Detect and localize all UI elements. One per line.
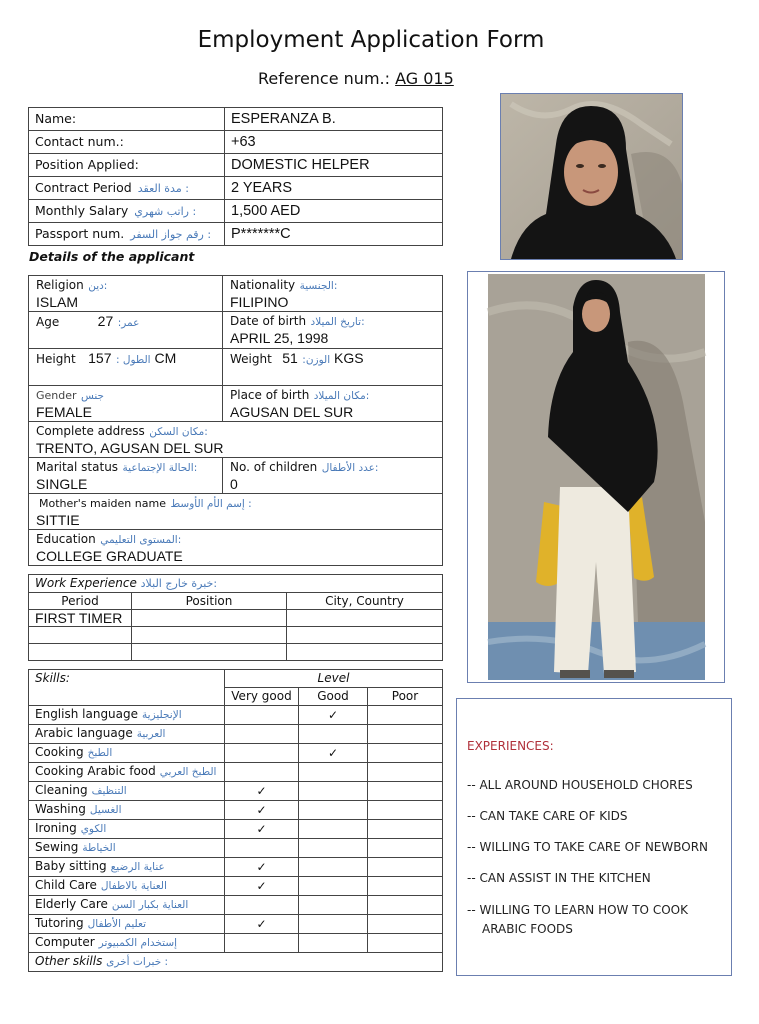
applicant-details-table (28, 275, 443, 566)
skill-level-cell (368, 801, 443, 820)
work-row (29, 610, 443, 627)
check-mark-icon: ✓ (256, 878, 267, 893)
skill-name-arabic: الإنجليزية (142, 709, 182, 721)
check-mark-icon: ✓ (256, 783, 267, 798)
skill-name-cell (29, 934, 225, 953)
info-value: +63 (225, 131, 443, 154)
info-row (29, 223, 443, 246)
nationality-cell (223, 276, 443, 312)
marital-cell (29, 458, 223, 494)
skill-name-cell (29, 801, 225, 820)
skill-level-cell (225, 744, 299, 763)
skill-level-cell (368, 725, 443, 744)
skill-name: Ironing (35, 821, 77, 835)
level-heading: Level (317, 671, 350, 685)
work-cell: FIRST TIMER (29, 610, 132, 627)
height-arabic: الطول : (115, 354, 151, 366)
religion-value: ISLAM (36, 294, 79, 310)
skill-name: Tutoring (35, 916, 84, 930)
skills-heading: Skills: (35, 671, 70, 685)
skill-name-arabic: الطبخ العربي (159, 766, 217, 778)
skill-level-cell (299, 858, 368, 877)
experience-item: -- ALL AROUND HOUSEHOLD CHORES (467, 778, 693, 792)
address-value: TRENTO, AGUSAN DEL SUR (36, 440, 224, 456)
skill-level-cell (225, 782, 299, 801)
skill-level-cell (368, 744, 443, 763)
address-label: Complete address (36, 424, 145, 438)
form-left-column (28, 107, 443, 972)
work-cell (132, 644, 287, 661)
details-heading: Details of the applicant (29, 249, 195, 264)
skill-row (29, 896, 443, 915)
pob-cell (223, 386, 443, 422)
skill-level-cell (225, 706, 299, 725)
info-label-cell (29, 108, 225, 131)
skill-level-cell (225, 725, 299, 744)
skill-level-cell (299, 782, 368, 801)
gender-cell (29, 386, 223, 422)
check-mark-icon: ✓ (327, 745, 339, 760)
info-label-arabic: رقم جواز السفر : (130, 227, 212, 241)
mother-label: Mother's maiden name (39, 497, 166, 510)
skill-row (29, 744, 443, 763)
skill-level-cell (299, 763, 368, 782)
nationality-arabic: الجنسية: (299, 280, 338, 292)
info-row (29, 200, 443, 223)
address-arabic: مكان السكن: (149, 426, 208, 438)
work-heading-row (29, 575, 443, 593)
experience-item: -- WILLING TO LEARN HOW TO COOK (467, 903, 688, 917)
skill-level-cell (299, 934, 368, 953)
details-row (29, 458, 443, 494)
work-columns-row (29, 593, 443, 610)
skills-header-row (29, 670, 443, 688)
skill-level-cell (299, 839, 368, 858)
height-cell (29, 349, 223, 386)
skill-name-arabic: الخياطة (82, 842, 116, 854)
work-heading-cell (29, 575, 443, 593)
skill-level-cell (368, 782, 443, 801)
details-row (29, 386, 443, 422)
marital-label: Marital status (36, 460, 119, 474)
skill-level-cell (368, 763, 443, 782)
marital-value: SINGLE (36, 476, 88, 492)
skill-name-cell (29, 877, 225, 896)
info-label: Contract Period (35, 179, 132, 195)
marital-arabic: الحالة الإجتماعية: (122, 462, 198, 474)
info-label-cell (29, 131, 225, 154)
details-row (29, 422, 443, 458)
work-row (29, 644, 443, 661)
skills-heading-cell (29, 670, 225, 706)
level-very-good: Very good (225, 688, 299, 706)
skill-name-arabic: الغسيل (89, 804, 122, 816)
work-cell (132, 610, 287, 627)
experience-item: ARABIC FOODS (482, 922, 573, 936)
skill-name: Washing (35, 802, 86, 816)
dob-cell (223, 312, 443, 349)
skill-level-cell (368, 896, 443, 915)
other-skills-arabic: خبرات أخرى : (106, 956, 169, 968)
children-value: 0 (230, 476, 238, 492)
info-value: P*******C (225, 223, 443, 246)
info-label-cell (29, 200, 225, 223)
skill-name: Arabic language (35, 726, 133, 740)
age-cell (29, 312, 223, 349)
skill-name-arabic: تعليم الأطفال (87, 918, 147, 930)
details-row (29, 349, 443, 386)
check-mark-icon: ✓ (256, 916, 267, 931)
weight-cell (223, 349, 443, 386)
skill-row (29, 801, 443, 820)
skill-name: Baby sitting (35, 859, 107, 873)
skill-level-cell (368, 839, 443, 858)
skill-name-cell (29, 896, 225, 915)
info-value: 1,500 AED (225, 200, 443, 223)
full-body-photo (467, 271, 725, 683)
info-label: Name: (35, 111, 77, 126)
gender-value: FEMALE (36, 404, 93, 420)
skill-row (29, 915, 443, 934)
skill-level-cell (225, 763, 299, 782)
height-label: Height (36, 352, 76, 366)
skill-name-cell (29, 725, 225, 744)
skill-name-cell (29, 839, 225, 858)
details-row (29, 494, 443, 530)
skill-row (29, 934, 443, 953)
level-good: Good (299, 688, 368, 706)
skill-name: Cleaning (35, 783, 88, 797)
nationality-label: Nationality (230, 278, 296, 292)
experiences-box (456, 698, 732, 976)
info-label-cell (29, 177, 225, 200)
skill-name: Child Care (35, 878, 97, 892)
reference-label: Reference num.: (258, 69, 390, 88)
religion-label: Religion (36, 278, 84, 292)
reference-value: AG 015 (395, 69, 454, 88)
work-experience-table (28, 574, 443, 661)
skill-level-cell (368, 858, 443, 877)
work-heading-arabic: خبرة خارج البلاد: (140, 577, 218, 590)
info-row (29, 154, 443, 177)
info-row (29, 177, 443, 200)
dob-value: APRIL 25, 1998 (230, 330, 329, 346)
info-value: 2 YEARS (225, 177, 443, 200)
info-label: Passport num. (35, 225, 125, 241)
skill-name-arabic: الكوي (80, 823, 107, 835)
skill-row (29, 820, 443, 839)
dob-label: Date of birth (230, 314, 307, 328)
skill-name: Cooking Arabic food (35, 764, 156, 778)
skill-level-cell (225, 801, 299, 820)
column-header-position: Position (132, 593, 287, 610)
skill-level-cell (225, 820, 299, 839)
work-cell (29, 644, 132, 661)
other-skills-row (29, 953, 443, 972)
work-cell (287, 610, 443, 627)
religion-arabic: دين: (88, 280, 108, 292)
info-label: Position Applied: (35, 157, 139, 172)
pob-value: AGUSAN DEL SUR (230, 404, 354, 420)
skill-name-arabic: التنظيف (91, 785, 127, 797)
column-header-period: Period (29, 593, 132, 610)
weight-value: 51 KGS (282, 350, 364, 366)
skill-name-cell (29, 763, 225, 782)
level-poor: Poor (368, 688, 443, 706)
info-row (29, 131, 443, 154)
gender-label: Gender (36, 389, 77, 402)
skill-name-arabic: العناية بكبار السن (111, 899, 189, 911)
check-mark-icon: ✓ (256, 802, 267, 817)
religion-cell (29, 276, 223, 312)
headshot-photo (500, 93, 683, 260)
pob-label: Place of birth (230, 388, 310, 402)
mother-value: SITTIE (36, 512, 80, 528)
info-value: DOMESTIC HELPER (225, 154, 443, 177)
children-label: No. of children (230, 460, 318, 474)
skill-name-cell (29, 858, 225, 877)
skill-name-cell (29, 820, 225, 839)
skill-level-cell (299, 915, 368, 934)
nationality-value: FILIPINO (230, 294, 289, 310)
skill-name-arabic: العربية (136, 728, 166, 740)
check-mark-icon: ✓ (256, 859, 267, 874)
skill-level-cell (299, 820, 368, 839)
skill-level-cell (225, 915, 299, 934)
info-value: ESPERANZA B. (225, 108, 443, 131)
skill-name-arabic: عناية الرضيع (110, 861, 165, 873)
address-cell (29, 422, 443, 458)
skill-name-arabic: إستخدام الكمبيوتر (98, 937, 178, 949)
skill-level-cell (299, 706, 368, 725)
education-cell (29, 530, 443, 566)
education-arabic: المستوى التعليمي: (100, 534, 182, 546)
experience-item: -- WILLING TO TAKE CARE OF NEWBORN (467, 840, 709, 854)
skill-row (29, 877, 443, 896)
work-cell (287, 627, 443, 644)
skill-level-cell (225, 877, 299, 896)
info-row (29, 108, 443, 131)
check-mark-icon: ✓ (256, 821, 267, 836)
page-title: Employment Application Form (197, 27, 545, 53)
work-heading: Work Experience (35, 576, 137, 590)
skill-level-cell (225, 934, 299, 953)
skill-name-arabic: الطبخ (87, 747, 113, 759)
skill-level-cell (225, 858, 299, 877)
reference-number (258, 69, 454, 89)
height-value: 157 CM (88, 350, 177, 366)
skill-name-arabic: العناية بالاطفال (100, 880, 167, 892)
skill-row (29, 782, 443, 801)
info-label: Contact num.: (35, 134, 124, 149)
dob-arabic: تاريخ الميلاد: (310, 316, 365, 328)
skill-name-cell (29, 744, 225, 763)
skill-level-cell (368, 706, 443, 725)
skill-level-cell (299, 744, 368, 763)
skill-level-cell (299, 896, 368, 915)
skill-level-cell (368, 915, 443, 934)
details-row (29, 276, 443, 312)
level-heading-cell (225, 670, 443, 688)
skill-level-cell (299, 801, 368, 820)
other-skills-label: Other skills (35, 954, 103, 968)
check-mark-icon: ✓ (327, 707, 339, 722)
skill-name-cell (29, 915, 225, 934)
skill-row (29, 725, 443, 744)
full-body-image (468, 272, 724, 682)
skill-level-cell (299, 725, 368, 744)
info-label-cell (29, 154, 225, 177)
skill-level-cell (225, 839, 299, 858)
age-arabic: عمر: (117, 317, 140, 329)
skill-row (29, 839, 443, 858)
education-label: Education (36, 532, 96, 546)
skill-level-cell (368, 934, 443, 953)
age-value: 27 (97, 313, 114, 329)
education-value: COLLEGE GRADUATE (36, 548, 183, 564)
info-label: Monthly Salary (35, 202, 129, 218)
skill-name: Elderly Care (35, 897, 108, 911)
children-cell (223, 458, 443, 494)
experience-item: -- CAN TAKE CARE OF KIDS (467, 809, 628, 823)
weight-label: Weight (230, 352, 272, 366)
info-label-arabic: مدة العقد : (137, 181, 189, 195)
children-arabic: عدد الأطفال: (321, 462, 379, 474)
skill-level-cell (368, 820, 443, 839)
skill-name: Sewing (35, 840, 79, 854)
experience-item: -- CAN ASSIST IN THE KITCHEN (467, 871, 651, 885)
pob-arabic: مكان الميلاد: (313, 390, 370, 402)
skill-name-cell (29, 782, 225, 801)
skill-name-cell (29, 706, 225, 725)
skill-row (29, 706, 443, 725)
skill-name: English language (35, 707, 139, 721)
details-row (29, 312, 443, 349)
info-label-arabic: راتب شهري : (134, 204, 197, 218)
experiences-title: EXPERIENCES: (467, 739, 554, 753)
skill-row (29, 763, 443, 782)
skill-name: Computer (35, 935, 95, 949)
skill-level-cell (225, 896, 299, 915)
gender-arabic: جنس (81, 390, 105, 402)
skill-level-cell (368, 877, 443, 896)
skill-level-cell (299, 877, 368, 896)
headshot-image (501, 94, 682, 259)
mother-arabic: إسم الأم الأوسط : (170, 498, 252, 510)
work-cell (287, 644, 443, 661)
work-cell (132, 627, 287, 644)
skill-row (29, 858, 443, 877)
work-cell (29, 627, 132, 644)
other-skills-cell (29, 953, 443, 972)
column-header-city-country: City, Country (287, 593, 443, 610)
details-row (29, 530, 443, 566)
weight-arabic: الوزن: (302, 354, 331, 366)
age-label: Age (36, 315, 60, 329)
skills-table (28, 669, 443, 972)
work-row (29, 627, 443, 644)
basic-info-table (28, 107, 443, 246)
info-label-cell (29, 223, 225, 246)
mother-cell (29, 494, 443, 530)
skill-name: Cooking (35, 745, 84, 759)
